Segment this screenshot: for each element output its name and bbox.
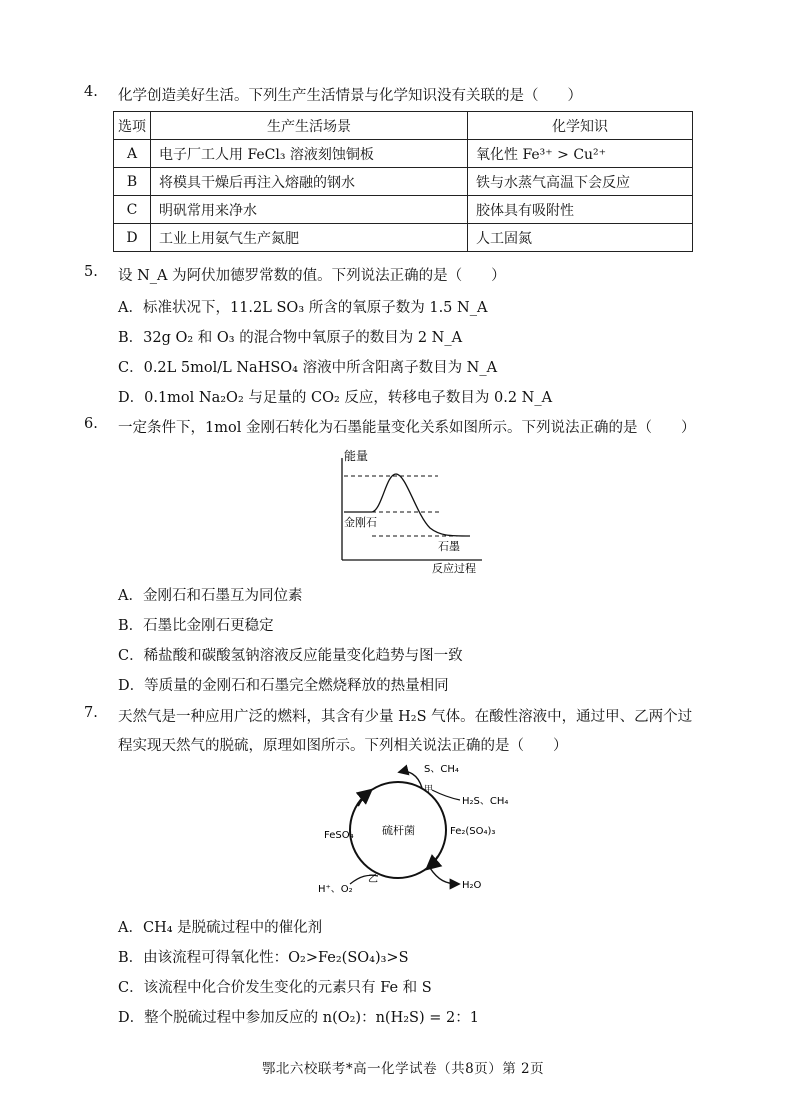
left-label: FeSO₄ [324,830,354,841]
right-label: Fe₂(SO₄)₃ [450,826,496,837]
q7-stem-line2: 程实现天然气的脱硫，原理如图所示。下列相关说法正确的是（ ） [118,738,568,754]
row-knowledge: 铁与水蒸气高温下会反应 [468,168,693,196]
energy-curve [372,474,470,536]
row-option: A [114,140,151,168]
q5-stem: 设 N_A 为阿伏加德罗常数的值。下列说法正确的是（ ） [118,268,506,284]
cycle-arrow-top [358,791,370,806]
q6-option-c: C．稀盐酸和碳酸氢钠溶液反应能量变化趋势与图一致 [118,648,463,664]
q4-stem: 化学创造美好生活。下列生产生活情景与化学知识没有关联的是（ ） [118,88,582,104]
x-axis-label: 反应过程 [432,562,476,574]
table-row [114,196,693,224]
row-option: C [114,196,151,224]
row-option: B [114,168,151,196]
table-row [114,168,693,196]
header-option: 选项 [114,112,151,140]
q7-option-c: C．该流程中化合价发生变化的元素只有 Fe 和 S [118,980,432,996]
q5-option-b: B．32g O₂ 和 O₃ 的混合物中氧原子的数目为 2 N_A [118,330,463,346]
header-scene: 生产生活场景 [151,112,468,140]
row-knowledge: 胶体具有吸附性 [468,196,693,224]
page-footer: 鄂北六校联考*高一化学试卷（共8页）第 2页 [261,1061,545,1077]
row-scene: 明矾常用来净水 [151,196,468,224]
center-label: 硫杆菌 [382,824,415,837]
table-row [114,140,693,168]
q6-option-b: B．石墨比金刚石更稳定 [118,618,274,634]
q5-option-c: C．0.2L 5mol/L NaHSO₄ 溶液中所含阳离子数目为 N_A [118,360,498,376]
q7-option-b: B．由该流程可得氧化性：O₂>Fe₂(SO₄)₃>S [118,950,409,966]
row-scene: 工业上用氨气生产氮肥 [151,224,468,252]
q5-option-a: A．标准状况下，11.2L SO₃ 所含的氧原子数为 1.5 N_A [118,300,488,316]
row-option: D [114,224,151,252]
desulfurization-diagram [310,758,540,908]
q6-option-a: A．金刚石和石墨互为同位素 [118,588,303,604]
q7-option-a: A．CH₄ 是脱硫过程中的催化剂 [118,920,323,936]
y-axis-label: 能量 [344,449,369,463]
q6-stem: 一定条件下，1mol 金刚石转化为石墨能量变化关系如图所示。下列说法正确的是（ ） [118,420,696,436]
row-scene: 将模具干燥后再注入熔融的钢水 [151,168,468,196]
bottom-out-arrow [430,868,458,884]
energy-diagram [330,444,490,574]
q4-number: 4. [84,84,98,100]
header-knowledge: 化学知识 [468,112,693,140]
reactant-label: 金刚石 [344,516,377,529]
row-knowledge: 氧化性 Fe³⁺ > Cu²⁺ [468,140,693,168]
table-header-row [114,112,693,140]
table-row [114,224,693,252]
top-step-label: 甲 [424,785,434,795]
top-out-label: S、CH₄ [424,764,459,775]
row-knowledge: 人工固氮 [468,224,693,252]
q7-stem-line1: 天然气是一种应用广泛的燃料，其含有少量 H₂S 气体。在酸性溶液中，通过甲、乙两个过 [118,709,693,725]
top-out-arrow [400,772,422,788]
bottom-in-label: H⁺、O₂ [318,884,353,895]
top-in-label: H₂S、CH₄ [462,796,509,807]
product-label: 石墨 [438,540,460,553]
cycle-arrow-bottom [428,856,438,868]
q7-number: 7. [84,705,98,721]
q5-number: 5. [84,264,98,280]
row-scene: 电子厂工人用 FeCl₃ 溶液刻蚀铜板 [151,140,468,168]
bottom-out-label: H₂O [462,880,482,891]
q5-option-d: D．0.1mol Na₂O₂ 与足量的 CO₂ 反应，转移电子数目为 0.2 N_A [118,390,553,406]
q6-number: 6. [84,416,98,432]
q6-option-d: D．等质量的金刚石和石墨完全燃烧释放的热量相同 [118,678,449,694]
bottom-step-label: 乙 [368,874,378,885]
q4-table [113,111,693,252]
q7-option-d: D．整个脱硫过程中参加反应的 n(O₂)：n(H₂S) = 2：1 [118,1010,479,1026]
top-in-arrow [432,790,460,800]
